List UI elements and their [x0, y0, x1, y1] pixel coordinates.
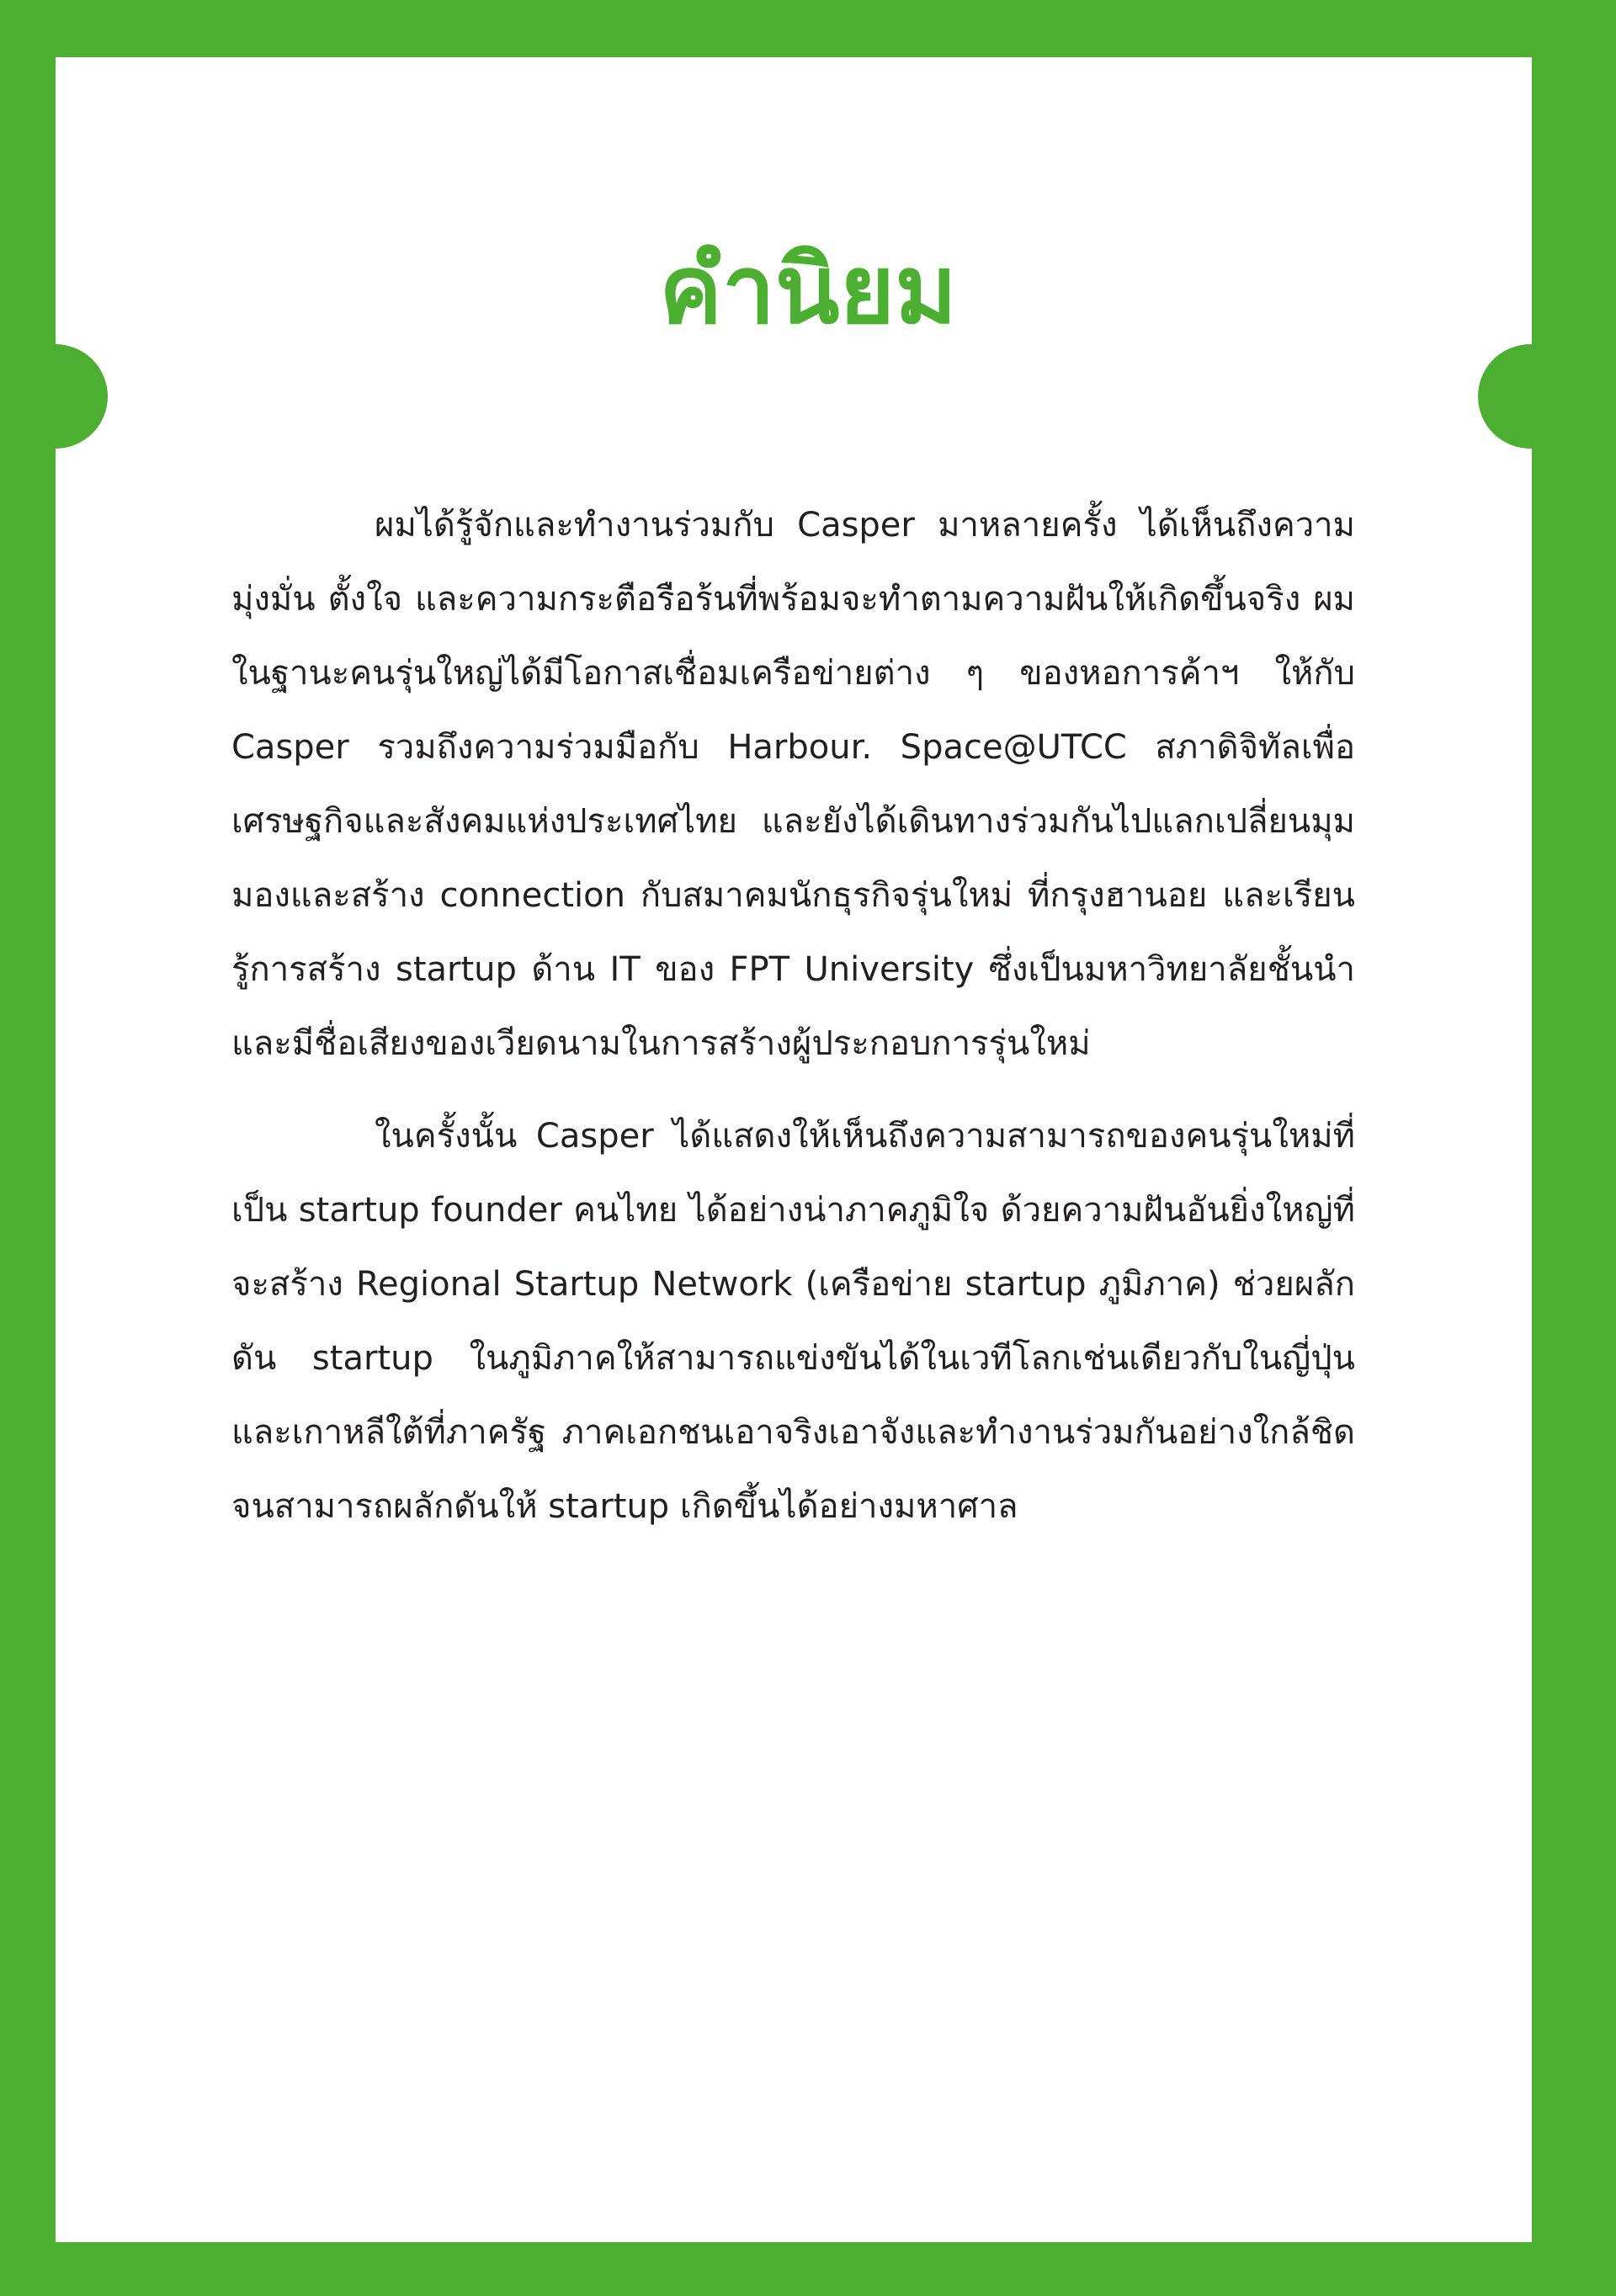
right-tab-decoration [1478, 344, 1582, 449]
paragraph-1: ผมได้รู้จักและทำงานร่วมกับ Casper มาหลายครั้ง ได้เห็นถึงความมุ่งมั่น ตั้งใจ และความกระตือรือร้นที่พร้อมจะทำตามความฝันให้เกิดขึ้นจริง ผมในฐานะคนรุ่นใหญ่ได้มีโอกาสเชื่อมเครือข่ายต่าง ๆ ของหอการค้าฯ ให้กับ Casper รวมถึงความร่วมมือกับ Harbour. Space@UTCC สภาดิจิทัลเพื่อเศรษฐกิจและสังคมแห่งประเทศไทย และยังได้เดินทางร่วมกันไปแลกเปลี่ยนมุมมองและสร้าง connection กับสมาคมนักธุรกิจรุ่นใหม่ ที่กรุงฮานอย และเรียนรู้การสร้าง startup ด้าน IT ของ FPT University ซึ่งเป็นมหาวิทยาลัยชั้นนำและมีชื่อเสียงของเวียดนามในการสร้างผู้ประกอบการรุ่นใหม่ [231, 506, 1355, 1063]
page-title: คำนิยม [659, 236, 957, 345]
left-tab-decoration [3, 344, 108, 449]
paragraph-2: ในครั้งนั้น Casper ได้แสดงให้เห็นถึงความสามารถของคนรุ่นใหม่ที่เป็น startup founder คนไทย ได้อย่างน่าภาคภูมิใจ ด้วยความฝันอันยิ่งใหญ่ที่จะสร้าง Regional Startup Network (เครือข่าย startup ภูมิภาค) ช่วยผลักดัน startup ในภูมิภาคให้สามารถแข่งขันได้ในเวทีโลกเช่นเดียวกับในญี่ปุ่นและเกาหลีใต้ที่ภาครัฐ ภาคเอกชนเอาจริงเอาจังและทำงานร่วมกันอย่างใกล้ชิดจนสามารถผลักดันให้ startup เกิดขึ้นได้อย่างมหาศาล [231, 1117, 1355, 1526]
body-text [231, 488, 1355, 1562]
